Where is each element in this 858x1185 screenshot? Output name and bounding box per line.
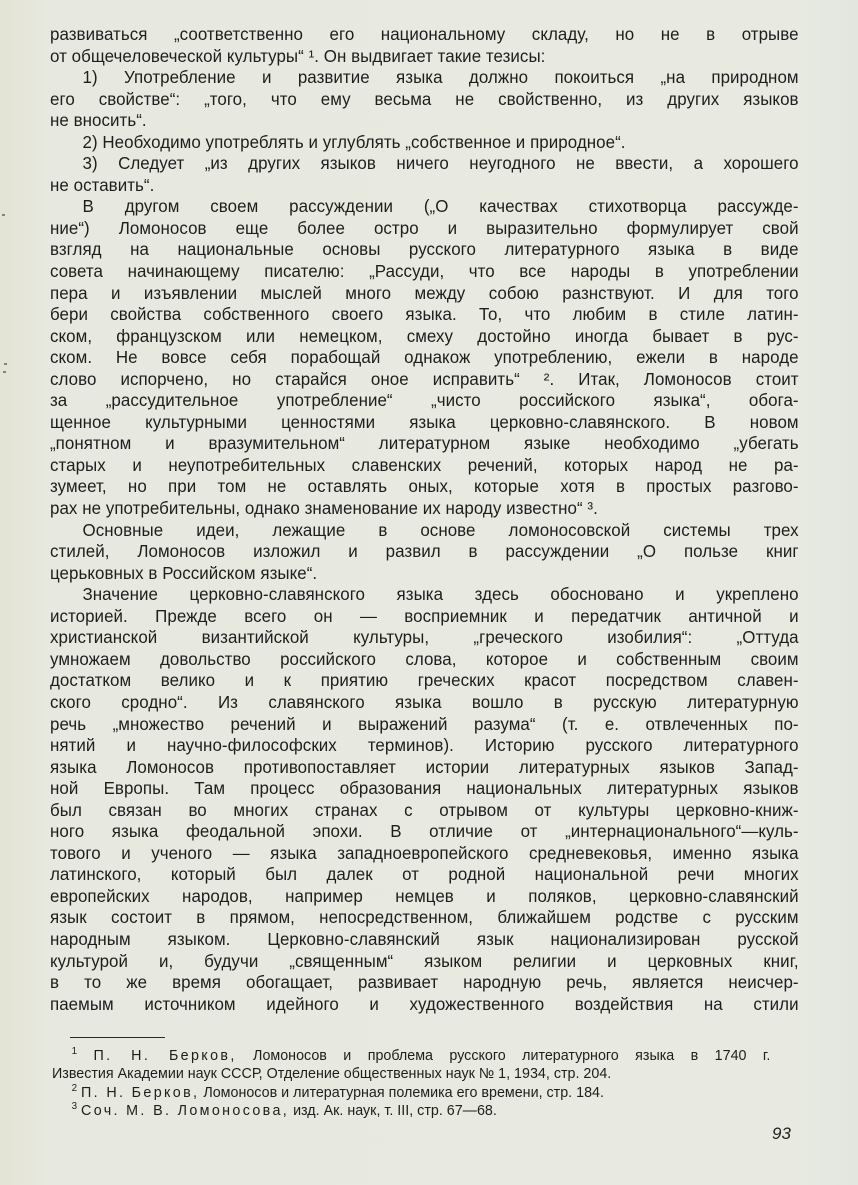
text-line: от общечеловеческой культуры“ ¹. Он выдвигает такие тезисы: xyxy=(50,45,546,66)
text-line: ского сродно“. Из славянского языка вошло в русскую литературную xyxy=(50,691,799,712)
margin-speck xyxy=(2,214,5,216)
text-line: ние“) Ломоносов еще более остро и выразительно формулирует свой xyxy=(50,217,799,238)
text-line: Основные идеи, лежащие в основе ломоносовской системы трех xyxy=(82,519,799,540)
text-line: нятий и научно-философских терминов). Историю русского литературного xyxy=(50,735,799,756)
text-line: „понятном и вразумительном“ литературном языке необходимо „убегать xyxy=(50,433,799,454)
text-line: не оставить“. xyxy=(50,174,155,195)
footnote-text: Ломоносов и литературная полемика его времени, стр. 184. xyxy=(199,1084,604,1101)
footnotes xyxy=(52,1047,770,1120)
footnote-line xyxy=(52,1084,770,1102)
margin-speck xyxy=(4,363,7,365)
text-line: совета начинающему писателю: „Рассуди, что все народы в употреблении xyxy=(50,261,799,282)
text-line: паемым источником идейного и художественного воздействия на стили xyxy=(50,993,799,1014)
text-line: взгляд на национальные основы русского литературного языка в виде xyxy=(50,239,799,260)
text-line: речь „множество речений и выражений разума“ (т. е. отвлеченных по- xyxy=(50,713,799,734)
footnote-author: П. Н. Берков, xyxy=(81,1084,200,1101)
margin-speck xyxy=(3,371,6,373)
body-text xyxy=(50,24,799,1015)
footnote-separator xyxy=(70,1037,165,1038)
footnote-line xyxy=(52,1047,770,1065)
text-line: стилей, Ломоносов изложил и развил в рассуждении „О пользе книг xyxy=(50,541,799,562)
text-line: ском. Не вовсе себя порабощай однакож употреблению, ежели в народе xyxy=(50,347,799,368)
text-line: рах не употребительны, однако знаменование их народу известно“ ³. xyxy=(50,498,598,519)
footnote-line xyxy=(52,1065,770,1083)
text-line: христианской византийской культуры, „греческого изобилия“: „Оттуда xyxy=(50,627,799,648)
text-line: бери свойства собственного своего языка. То, что любим в стиле латин- xyxy=(50,304,799,325)
text-line: ного языка феодальной эпохи. В отличие от „интернационального“—куль- xyxy=(50,821,799,842)
text-line: в то же время обогащает, развивает народную речь, является неисчер- xyxy=(50,972,799,993)
footnote-text: Ломоносов и проблема русского литературного языка в 1740 г. xyxy=(236,1048,771,1064)
footnote-text: изд. Ак. наук, т. III, стр. 67—68. xyxy=(289,1102,497,1119)
text-line: слово испорчено, но старайся оное исправить“ ². Итак, Ломоносов стоит xyxy=(50,368,799,389)
text-line: пера и изъявлении мыслей много между собою разнствуют. И для того xyxy=(50,282,799,303)
text-line: народным языком. Церковно-славянский язык национализирован русской xyxy=(50,928,799,949)
text-line: ском, французском или немецком, смеху достойно иногда бывает в рус- xyxy=(50,325,799,346)
text-line: латинского, который был далек от родной национальной речи многих xyxy=(50,864,799,885)
text-line: ной Европы. Там процесс образования национальных литературных языков xyxy=(50,778,799,799)
text-line: его свойстве“: „того, что ему весьма не свойственно, из других языков xyxy=(50,88,799,109)
text-line: не вносить“. xyxy=(50,110,147,131)
text-line: языка Ломоносов противопоставляет истории литературных языков Запад- xyxy=(50,756,799,777)
footnote-text: Известия Академии наук СССР, Отделение общественных наук № 1, 1934, стр. 204. xyxy=(52,1066,612,1083)
text-line: культурой и, будучи „священным“ языком религии и церковных книг, xyxy=(50,950,799,971)
footnote-author: Соч. М. В. Ломоносова, xyxy=(81,1102,290,1119)
text-line: историей. Прежде всего он — восприемник и передатчик античной и xyxy=(50,605,799,626)
footnote-marker: 2 xyxy=(71,1082,78,1094)
text-line: 3) Следует „из других языков ничего неугодного не ввести, а хорошего xyxy=(82,153,799,174)
page-number: 93 xyxy=(772,1124,791,1143)
text-line: зумеет, но при том не оставлять оных, которые хотя в простых разгово- xyxy=(50,476,799,497)
text-line: язык состоит в прямом, непосредственном, ближайшем родстве с русским xyxy=(50,907,799,928)
text-line: умножаем довольство российского слова, которое и собственным своим xyxy=(50,648,799,669)
text-line: был связан во многих странах с отрывом от культуры церковно-книж- xyxy=(50,799,799,820)
text-line: церьковных в Российском языке“. xyxy=(50,562,318,583)
footnote-marker: 1 xyxy=(71,1046,78,1057)
text-line: В другом своем рассуждении („О качествах стихотворца рассужде- xyxy=(82,196,799,217)
text-line: тового и ученого — языка западноевропейского средневековья, именно языка xyxy=(50,842,799,863)
footnote-marker: 3 xyxy=(71,1100,78,1112)
text-line: за „рассудительное употребление“ „чисто российского языка“, обога- xyxy=(50,390,799,411)
text-line: достатком велико и к приятию греческих красот посредством славен- xyxy=(50,670,799,691)
book-page xyxy=(50,24,810,1015)
text-line: старых и неупотребительных славенских речений, которых народ не ра- xyxy=(50,454,799,475)
text-line: 1) Употребление и развитие языка должно покоиться „на природном xyxy=(82,67,799,88)
footnote-line xyxy=(52,1102,770,1120)
text-line: Значение церковно-славянского языка здесь обосновано и укреплено xyxy=(82,584,799,605)
text-line: 2) Необходимо употреблять и углублять „собственное и природное“. xyxy=(82,131,626,152)
text-line: развиваться „соответственно его национальному складу, но не в отрыве xyxy=(50,24,799,44)
text-line: щенное культурными ценностями языка церковно-славянского. В новом xyxy=(50,411,799,432)
text-line: европейских народов, например немцев и поляков, церковно-славянский xyxy=(50,885,799,906)
footnote-author: П. Н. Берков, xyxy=(93,1048,237,1064)
